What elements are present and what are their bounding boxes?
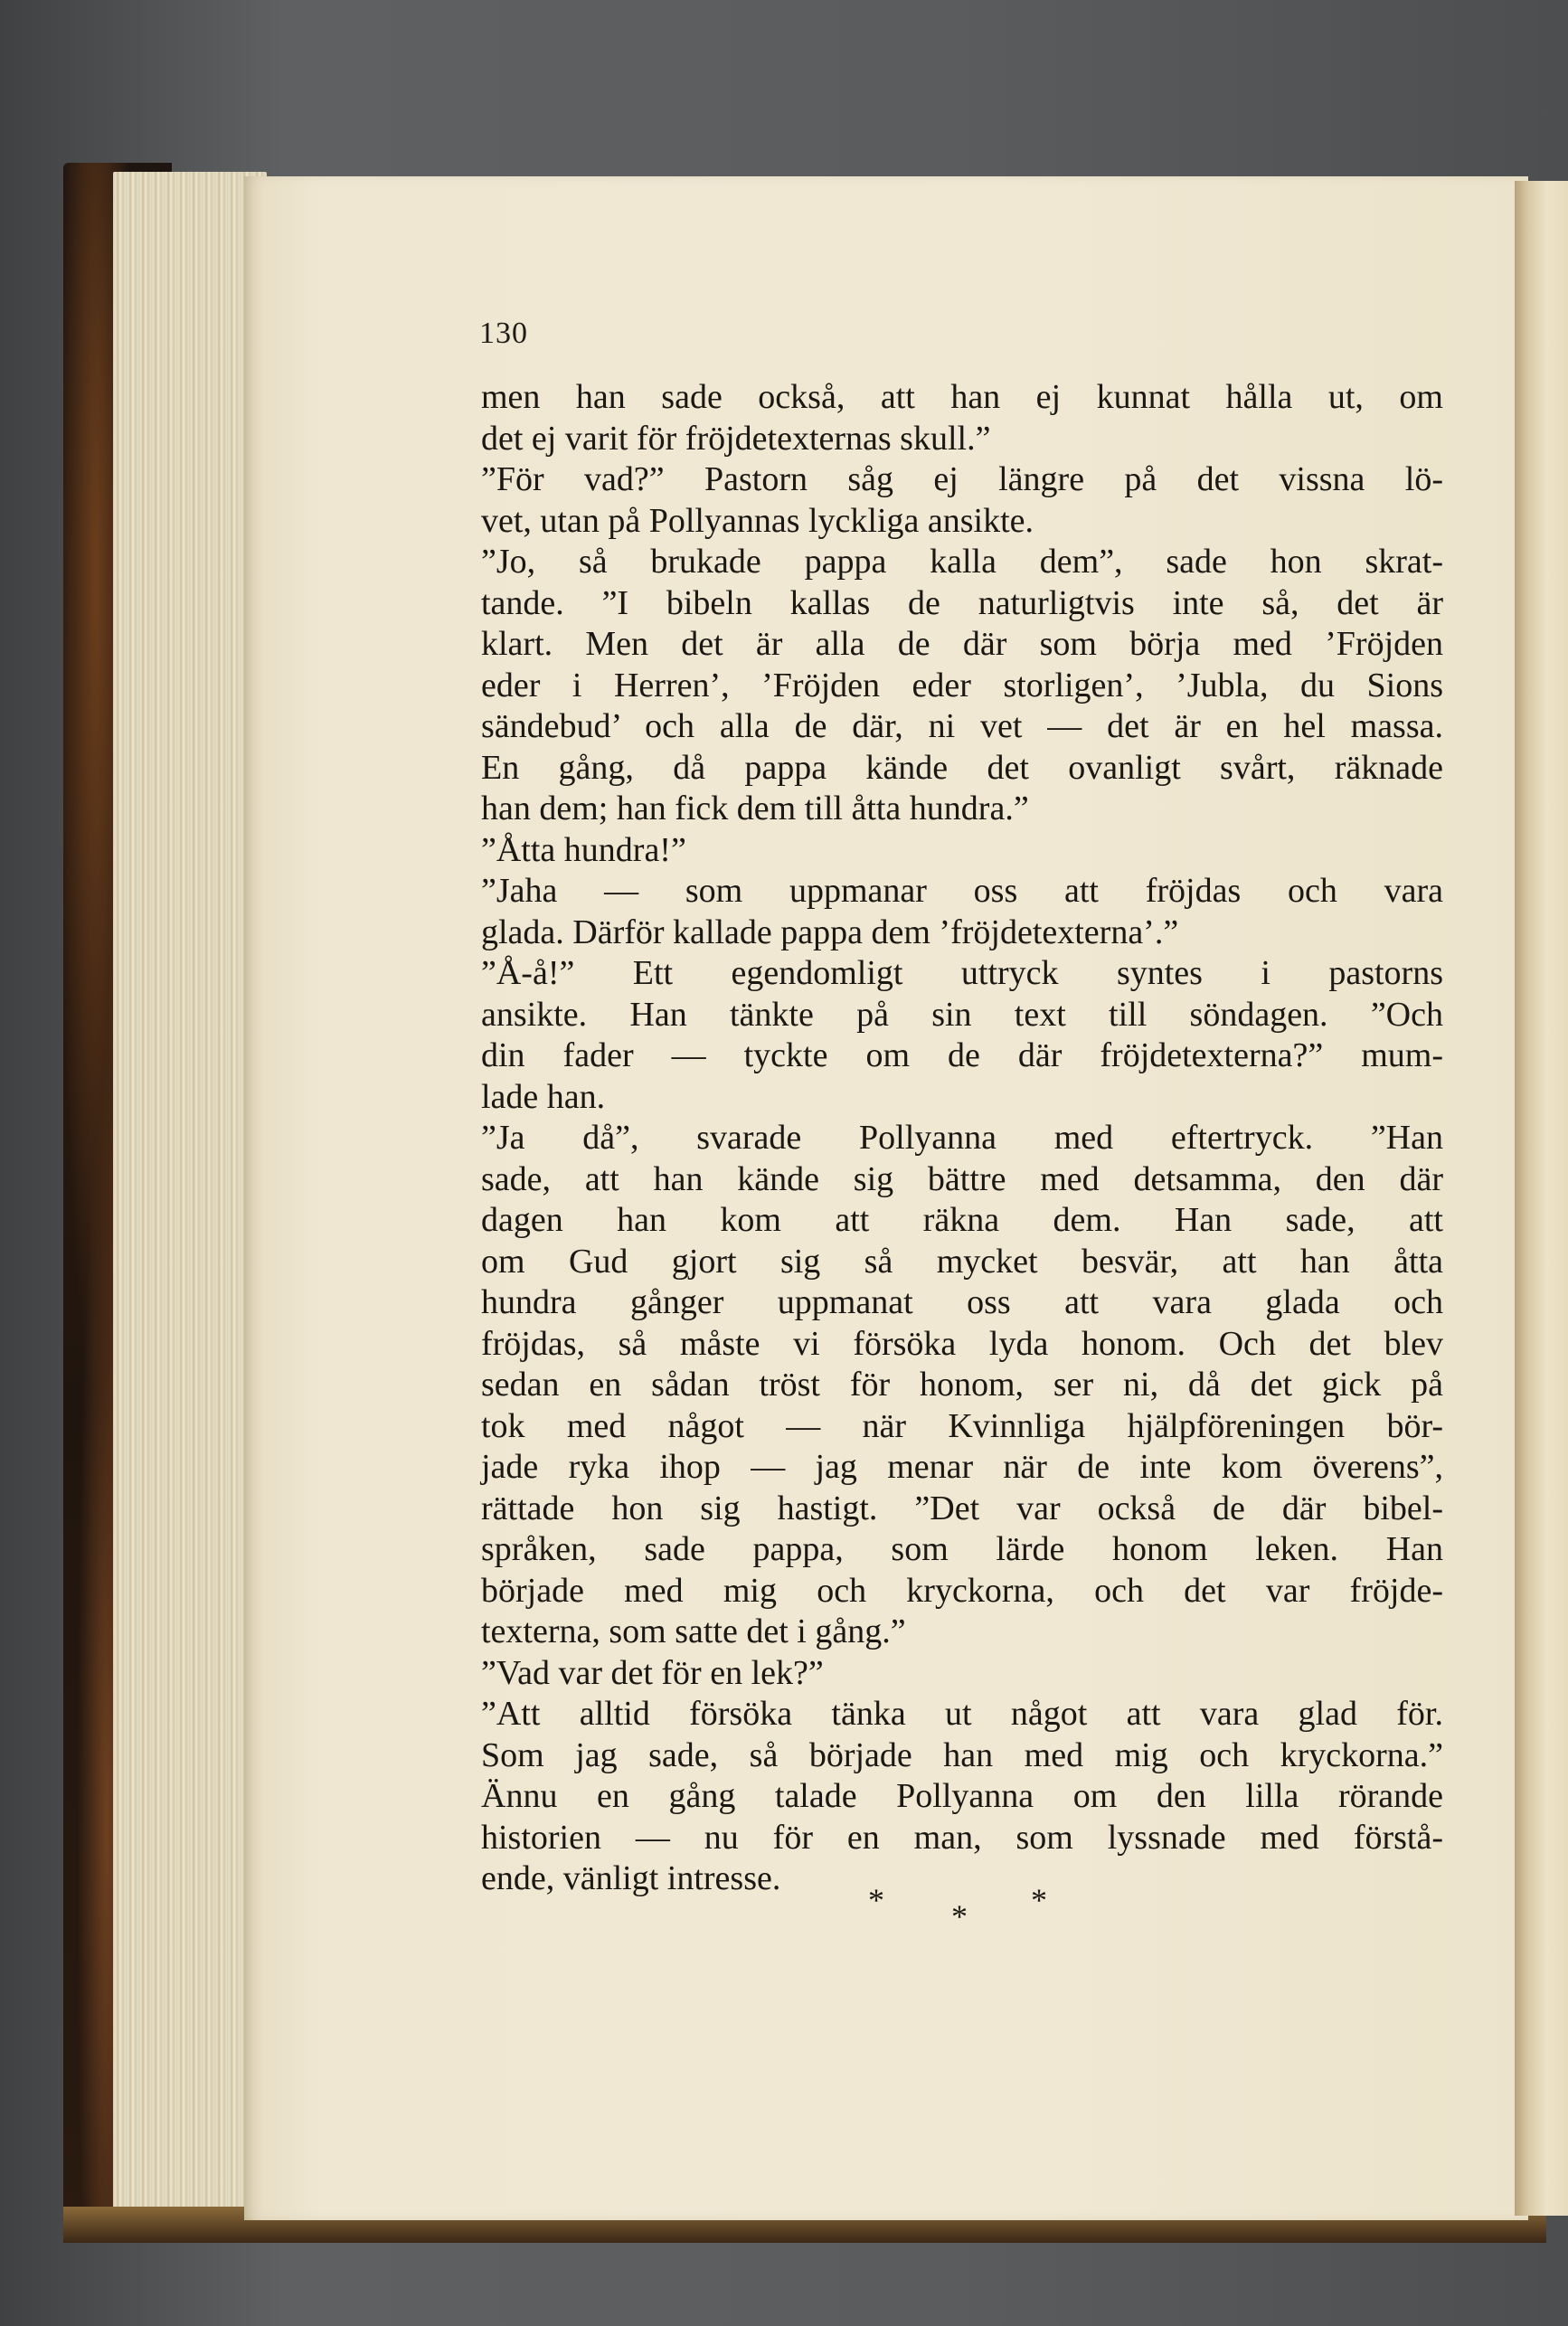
text-line: sedan en sådan tröst för honom, ser ni, då det gick på <box>481 1366 1443 1404</box>
section-break-star: * <box>868 1882 884 1918</box>
text-line: eder i Herren’, ’Fröjden eder storligen’, ’Jubla, du Sions <box>481 666 1443 704</box>
text-line: rättade hon sig hastigt. ”Det var också de där bibel- <box>481 1489 1443 1527</box>
text-line: han dem; han fick dem till åtta hundra.” <box>481 790 1029 827</box>
text-line: började med mig och kryckorna, och det var fröjde- <box>481 1571 1443 1610</box>
text-line: ende, vänligt intresse. <box>481 1859 781 1897</box>
text-line: tande. ”I bibeln kallas de naturligtvis inte så, det är <box>481 583 1443 622</box>
text-line: ”Jo, så brukade pappa kalla dem”, sade hon skrat- <box>481 543 1443 581</box>
text-line: ”Jaha — som uppmanar oss att fröjdas och vara <box>481 872 1443 910</box>
text-line: hundra gånger uppmanat oss att vara glada och <box>481 1283 1443 1321</box>
section-break-star: * <box>1031 1882 1047 1918</box>
section-break <box>868 1881 1067 1935</box>
text-line: dagen han kom att räkna dem. Han sade, att <box>481 1201 1443 1239</box>
text-line: klart. Men det är alla de där som börja med ’Fröjden <box>481 625 1443 663</box>
text-line: sändebud’ och alla de där, ni vet — det är en hel massa. <box>481 707 1443 745</box>
text-line: språken, sade pappa, som lärde honom leken. Han <box>481 1530 1443 1568</box>
text-line: texterna, som satte det i gång.” <box>481 1612 906 1650</box>
right-page-gutter <box>1515 181 1568 2216</box>
page-text <box>481 377 1443 1900</box>
text-line: En gång, då pappa kände det ovanligt svårt, räknade <box>481 748 1443 787</box>
text-line: din fader — tyckte om de där fröjdetexterna?” mum- <box>481 1036 1443 1074</box>
text-line: fröjdas, så måste vi försöka lyda honom. Och det blev <box>481 1324 1443 1363</box>
text-line: glada. Därför kallade pappa dem ’fröjdetexterna’.” <box>481 912 1179 951</box>
text-line: ansikte. Han tänkte på sin text till söndagen. ”Och <box>481 995 1443 1034</box>
text-line: historien — nu för en man, som lyssnade med förstå- <box>481 1818 1443 1857</box>
text-line: sade, att han kände sig bättre med detsamma, den där <box>481 1159 1443 1198</box>
text-line: ”Att alltid försöka tänka ut något att vara glad för. <box>481 1695 1443 1733</box>
text-line: men han sade också, att han ej kunnat hålla ut, om <box>481 378 1443 416</box>
text-line: lade han. <box>481 1077 606 1116</box>
page-number: 130 <box>479 317 528 350</box>
text-line: Ännu en gång talade Pollyanna om den lilla rörande <box>481 1777 1443 1815</box>
text-line: Som jag sade, så började han med mig och kryckorna.” <box>481 1735 1443 1774</box>
text-line: tok med något — när Kvinnliga hjälpföreningen bör- <box>481 1406 1443 1445</box>
text-line: vet, utan på Pollyannas lyckliga ansikte. <box>481 501 1034 540</box>
text-line: det ej varit för fröjdetexternas skull.” <box>481 419 991 458</box>
text-line: ”Ja då”, svarade Pollyanna med eftertryck. ”Han <box>481 1119 1443 1157</box>
text-line: ”För vad?” Pastorn såg ej längre på det vissna lö- <box>481 460 1443 498</box>
text-line: ”Vad var det för en lek?” <box>481 1653 824 1692</box>
text-line: ”Å-å!” Ett egendomligt uttryck syntes i pastorns <box>481 954 1443 992</box>
section-break-star: * <box>951 1898 968 1934</box>
text-line: jade ryka ihop — jag menar när de inte kom överens”, <box>481 1448 1443 1486</box>
text-line: om Gud gjort sig så mycket besvär, att han åtta <box>481 1242 1443 1281</box>
text-line: ”Åtta hundra!” <box>481 830 686 869</box>
